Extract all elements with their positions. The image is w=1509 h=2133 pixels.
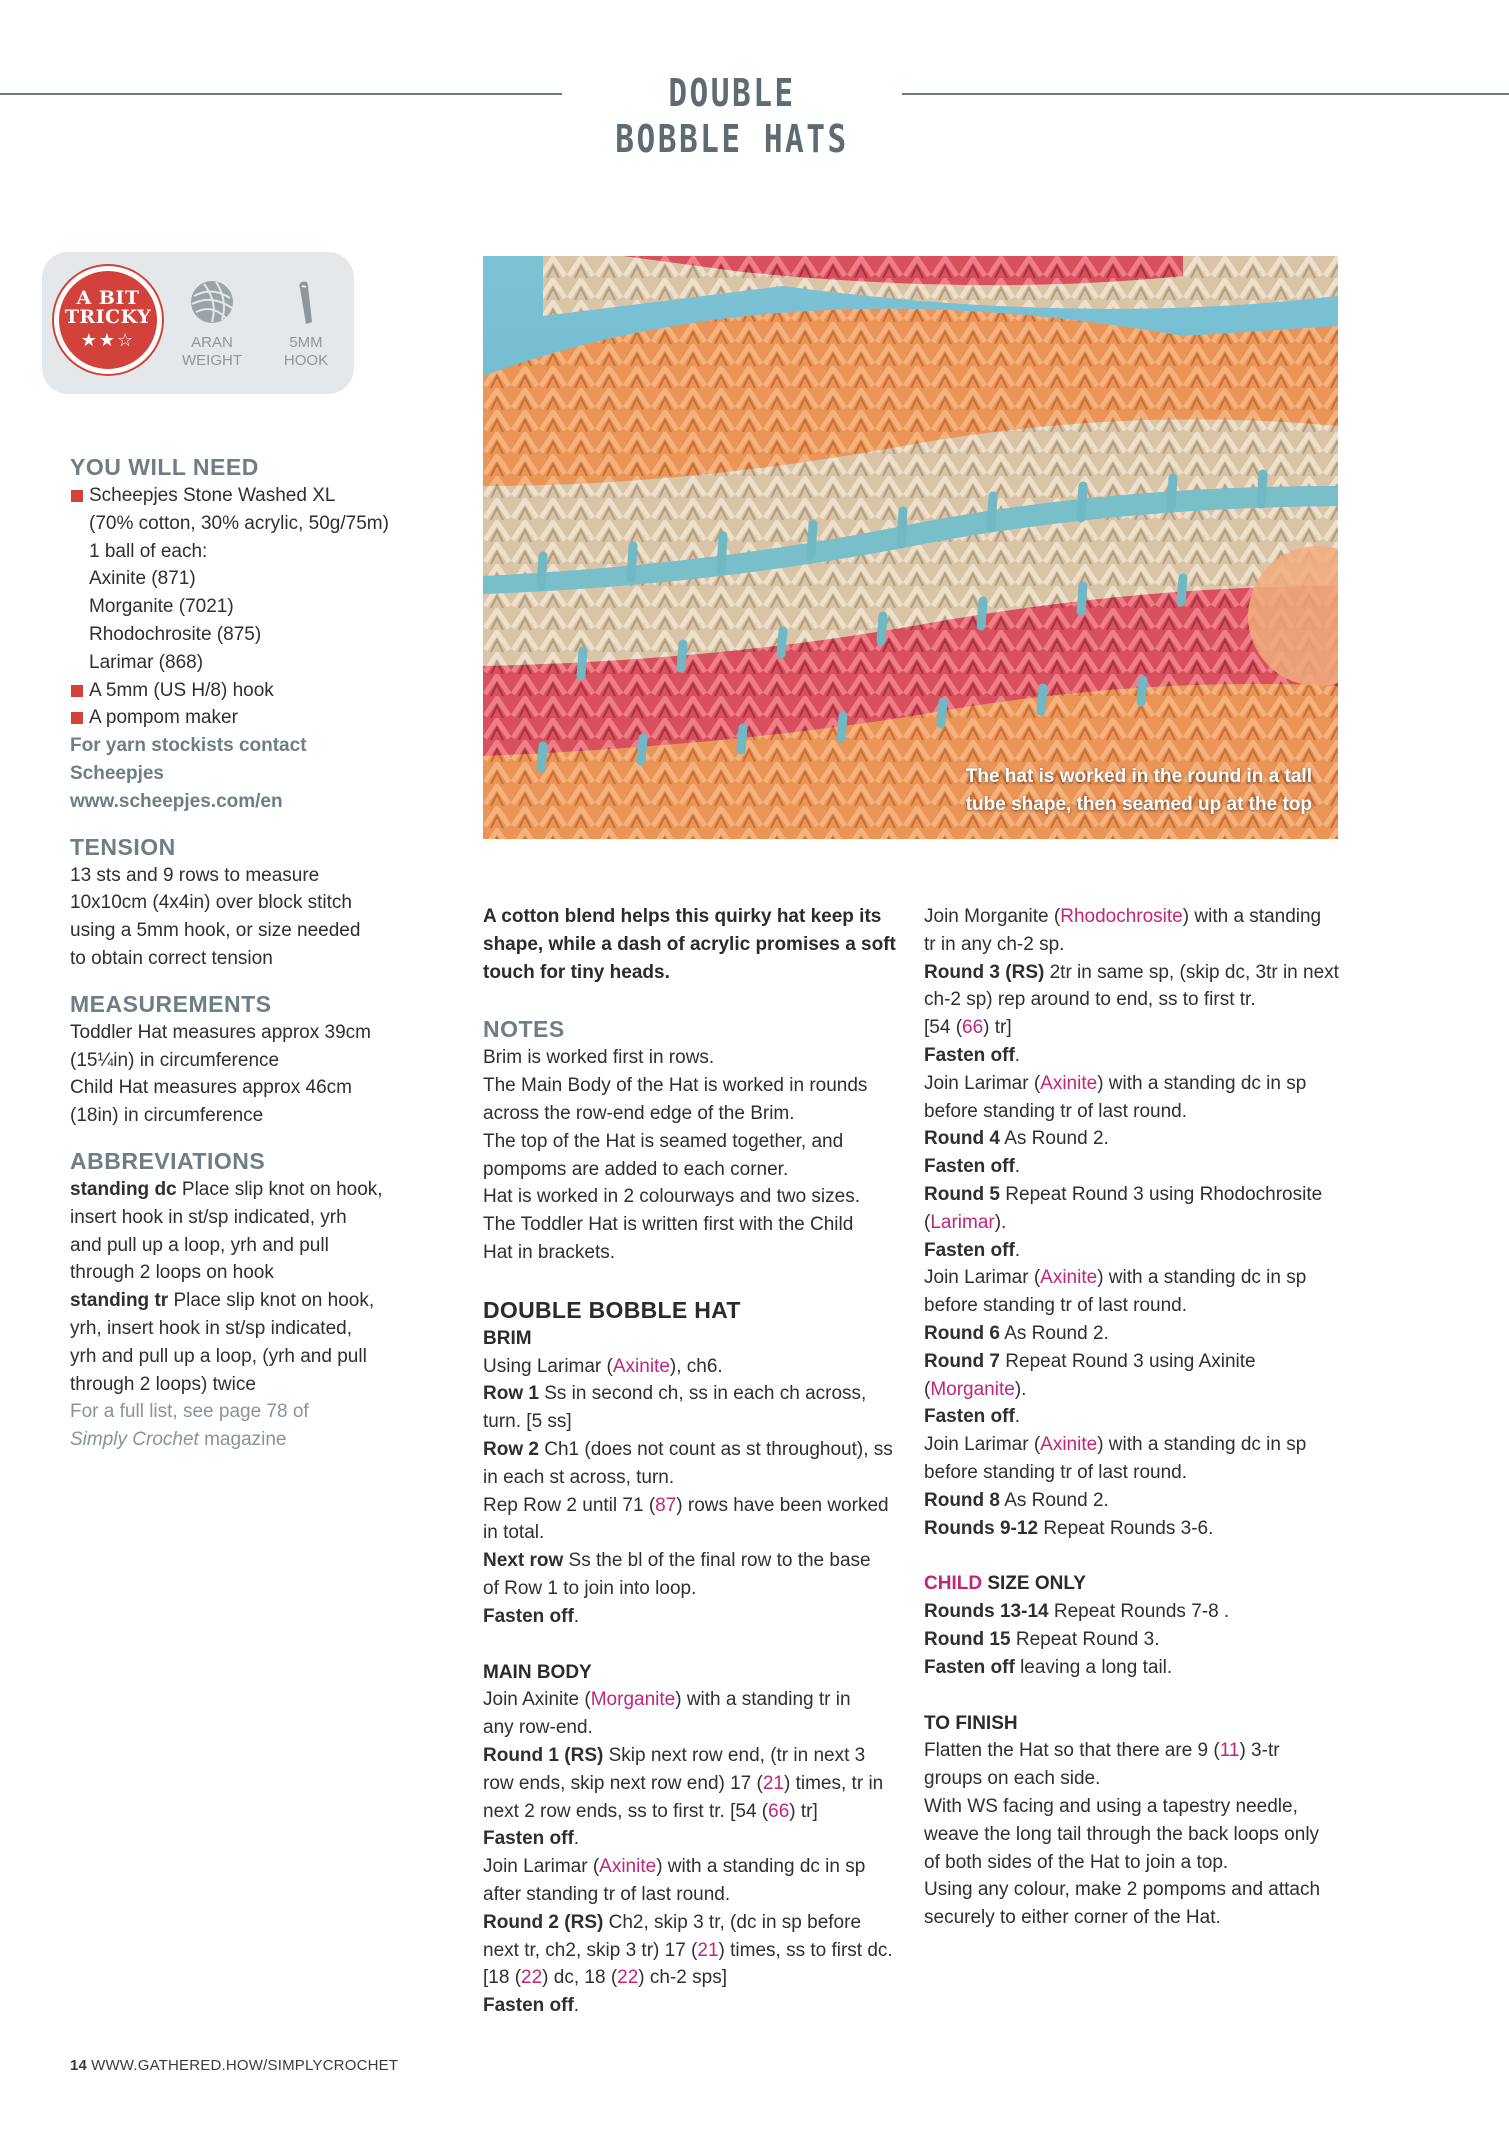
text: (	[924, 1211, 931, 1233]
dot: .	[573, 1995, 580, 2017]
round-label: Round 4	[924, 1128, 1000, 1150]
text: ).	[994, 1211, 1007, 1233]
row1-cont: turn. [5 ss]	[483, 1411, 572, 1433]
finish-line: groups on each side.	[924, 1768, 1101, 1790]
fasten-off	[483, 1603, 903, 1631]
child-colour: Larimar	[930, 1211, 995, 1233]
hook-item: A 5mm (US H/8) hook	[70, 677, 410, 705]
measurement-line: (18in) in circumference	[70, 1105, 264, 1127]
dot: .	[573, 1828, 580, 1850]
text: Repeat Round 3.	[1015, 1628, 1160, 1650]
weight-line2: WEIGHT	[182, 352, 242, 369]
row2	[483, 1436, 903, 1464]
child-word: CHILD	[924, 1573, 983, 1595]
note-line: Brim is worked first in rows.	[483, 1047, 715, 1069]
round3-cont: ch-2 sp) rep around to end, ss to first tr.	[924, 989, 1256, 1011]
child-colour: Rhodochrosite	[1060, 906, 1183, 927]
child-colour: Morganite	[930, 1378, 1015, 1400]
join-larimar-cont: after standing tr of last round.	[483, 1883, 731, 1905]
abbr-term: standing tr	[70, 1290, 169, 1312]
abbr-def-line: yrh, insert hook in st/sp indicated,	[70, 1317, 352, 1339]
text: Join Larimar (	[924, 1267, 1041, 1289]
photo-caption	[932, 763, 1312, 819]
right-column	[924, 903, 1344, 1932]
fasten-label: Fasten off	[924, 1156, 1015, 1178]
text: ).	[1014, 1378, 1027, 1400]
round-label: Round 6	[924, 1322, 1000, 1344]
text: ), ch6.	[669, 1355, 723, 1377]
text: Join Axinite (	[483, 1689, 591, 1711]
child-count: 22	[521, 1967, 543, 1989]
stockists-link[interactable]: www.scheepjes.com/en	[70, 790, 283, 812]
dot: .	[1014, 1406, 1021, 1428]
text: Using Larimar (	[483, 1355, 613, 1377]
round-label: Round 3 (RS)	[924, 961, 1045, 983]
round1-cont	[483, 1770, 903, 1798]
round15	[924, 1626, 1344, 1654]
text: [18 (	[483, 1967, 522, 1989]
fasten-off	[924, 1153, 1344, 1181]
join-larimar-cont: before standing tr of last round.	[924, 1461, 1187, 1483]
round3	[924, 959, 1344, 987]
caption-line2: tube shape, then seamed up at the top	[965, 794, 1312, 815]
hook-line2: HOOK	[283, 352, 329, 369]
child-colour: Axinite	[1040, 1072, 1098, 1094]
abbr-standing-tr	[70, 1287, 410, 1315]
stockists-line2: Scheepjes	[70, 762, 164, 784]
child-colour: Axinite	[599, 1856, 657, 1878]
dot: .	[1014, 1239, 1021, 1261]
fasten-label: Fasten off	[924, 1656, 1015, 1678]
row-label: Row 1	[483, 1383, 539, 1405]
round2-cont	[483, 1937, 903, 1965]
tension-line: using a 5mm hook, or size needed	[70, 920, 361, 942]
note-line: Hat is worked in 2 colourways and two sizes.	[483, 1186, 860, 1208]
abbr-def: Place slip knot on hook,	[181, 1178, 383, 1200]
difficulty-seal	[54, 266, 162, 374]
hat-photo	[483, 256, 1338, 839]
text: ) times, tr in	[784, 1772, 884, 1794]
finish-line	[924, 1737, 1344, 1765]
text: ) with a standing dc in sp	[1097, 1072, 1307, 1094]
row-label: Next row	[483, 1550, 564, 1572]
repeat-cont: in total.	[483, 1522, 545, 1544]
dot: .	[573, 1605, 580, 1627]
difficulty-line1: A BIT	[76, 287, 140, 309]
stockists-line1: For yarn stockists contact	[70, 735, 307, 757]
pattern-info-badge	[42, 252, 354, 394]
text: [54 (	[924, 1017, 963, 1039]
brim-heading: BRIM	[483, 1327, 532, 1349]
fasten-off	[483, 1825, 903, 1853]
magazine-word: magazine	[204, 1429, 287, 1451]
repeat-line	[483, 1492, 903, 1520]
child-count: 21	[762, 1772, 784, 1794]
you-will-need-heading: YOU WILL NEED	[70, 454, 259, 480]
row-label: Row 2	[483, 1438, 539, 1460]
text: Join Larimar (	[483, 1856, 600, 1878]
round5	[924, 1181, 1344, 1209]
fasten-off	[924, 1237, 1344, 1265]
join-larimar	[924, 1264, 1344, 1292]
text: ) tr]	[789, 1800, 818, 1822]
text: (	[924, 1378, 931, 1400]
child-count: 87	[655, 1494, 677, 1516]
yarn-fibre: (70% cotton, 30% acrylic, 50g/75m)	[89, 512, 389, 534]
dot: .	[1014, 1044, 1021, 1066]
text: ) with a standing dc in sp	[1097, 1267, 1307, 1289]
main-body-heading: MAIN BODY	[483, 1661, 592, 1683]
join-larimar	[924, 1070, 1344, 1098]
full-list-note: For a full list, see page 78 of	[70, 1401, 309, 1423]
join-morganite-cont: tr in any ch-2 sp.	[924, 933, 1065, 955]
yarn-quantity: 1 ball of each:	[89, 540, 208, 562]
fasten-label: Fasten off	[924, 1239, 1015, 1261]
size-only: SIZE ONLY	[987, 1573, 1086, 1595]
round-label: Round 7	[924, 1350, 1000, 1372]
hook-size-item	[260, 278, 352, 370]
note-line: Hat in brackets.	[483, 1241, 615, 1263]
intro-line: touch for tiny heads.	[483, 961, 670, 983]
text: ) with a standing tr in	[675, 1689, 851, 1711]
finish-line: Using any colour, make 2 pompoms and attach	[924, 1879, 1321, 1901]
fasten-off	[924, 1042, 1344, 1070]
yarn-ball-icon	[188, 278, 236, 326]
text: Repeat Round 3 using Rhodochrosite	[1005, 1183, 1323, 1205]
text: ) 3-tr	[1239, 1740, 1280, 1762]
finish-line: securely to either corner of the Hat.	[924, 1907, 1221, 1929]
round6	[924, 1320, 1344, 1348]
text: next 2 row ends, ss to first tr. [54 (	[483, 1800, 769, 1822]
abbr-def-line: through 2 loops) twice	[70, 1373, 256, 1395]
note-line: The Toddler Hat is written first with the Child	[483, 1214, 854, 1236]
text: Ss the bl of the final row to the base	[568, 1550, 871, 1572]
fasten-label: Fasten off	[924, 1044, 1015, 1066]
next-row-cont: of Row 1 to join into loop.	[483, 1577, 697, 1599]
finish-line: weave the long tail through the back loops only	[924, 1823, 1320, 1845]
text: row ends, skip next row end) 17 (	[483, 1772, 763, 1794]
round-label: Round 5	[924, 1183, 1000, 1205]
round3-count	[924, 1014, 1344, 1042]
finish-line: of both sides of the Hat to join a top.	[924, 1851, 1229, 1873]
abbr-def-line: yrh and pull up a loop, (yrh and pull	[70, 1345, 367, 1367]
child-count: 21	[697, 1939, 719, 1961]
abbr-def-line: and pull up a loop, yrh and pull	[70, 1234, 329, 1256]
header-rule-right	[902, 93, 1509, 95]
join-larimar	[483, 1853, 903, 1881]
round-label: Round 15	[924, 1628, 1011, 1650]
round4	[924, 1125, 1344, 1153]
fasten-label: Fasten off	[483, 1605, 574, 1627]
sidebar-column	[70, 452, 410, 1454]
join-morganite	[924, 903, 1344, 931]
text: Join Morganite (	[924, 906, 1061, 927]
page-title: DOUBLE BOBBLE HATS	[615, 71, 849, 161]
round1	[483, 1742, 903, 1770]
crochet-hook-icon	[282, 278, 330, 326]
text: ) times, ss to first dc.	[718, 1939, 893, 1961]
intro-line: A cotton blend helps this quirky hat keep its	[483, 906, 882, 927]
round-label: Round 1 (RS)	[483, 1744, 604, 1766]
colour-morganite: Morganite (7021)	[89, 596, 234, 618]
text: 2tr in same sp, (skip dc, 3tr in next	[1049, 961, 1339, 983]
text: Join Larimar (	[924, 1434, 1041, 1456]
fasten-label: Fasten off	[483, 1995, 574, 2017]
note-line: across the row-end edge of the Brim.	[483, 1102, 795, 1124]
child-colour: Morganite	[590, 1689, 676, 1711]
caption-line1: The hat is worked in the round in a tall	[965, 766, 1312, 787]
abbr-def: Place slip knot on hook,	[173, 1290, 375, 1312]
abbr-def-line: insert hook in st/sp indicated, yrh	[70, 1206, 347, 1228]
child-count: 66	[768, 1800, 790, 1822]
join-larimar-cont: before standing tr of last round.	[924, 1100, 1187, 1122]
text: As Round 2.	[1004, 1322, 1109, 1344]
child-colour: Axinite	[612, 1355, 670, 1377]
note-line: The Main Body of the Hat is worked in rounds	[483, 1075, 868, 1097]
text: ) with a standing dc in sp	[1097, 1434, 1307, 1456]
child-count: 22	[617, 1967, 639, 1989]
text: ) with a standing dc in sp	[656, 1856, 866, 1878]
tension-line: to obtain correct tension	[70, 947, 273, 969]
rounds-9-12	[924, 1515, 1344, 1543]
round7-cont	[924, 1376, 1344, 1404]
text: ) tr]	[983, 1017, 1012, 1039]
text: As Round 2.	[1004, 1489, 1109, 1511]
tension-line: 10x10cm (4x4in) over block stitch	[70, 892, 352, 914]
text: As Round 2.	[1004, 1128, 1109, 1150]
yarn-item: Scheepjes Stone Washed XL	[70, 482, 410, 510]
pompom-item: A pompom maker	[70, 704, 410, 732]
header-rule-left	[0, 93, 562, 95]
tension-heading: TENSION	[70, 833, 176, 860]
text: ) ch-2 sps]	[638, 1967, 727, 1989]
fasten-off	[483, 1992, 903, 2020]
text: ) rows have been worked	[676, 1494, 889, 1516]
page-footer	[70, 2057, 398, 2074]
text: ) with a standing	[1182, 906, 1322, 927]
yarn-weight-item	[166, 278, 258, 370]
round-label: Round 2 (RS)	[483, 1911, 604, 1933]
measurement-line: Child Hat measures approx 46cm	[70, 1077, 352, 1099]
tension-line: 13 sts and 9 rows to measure	[70, 864, 320, 886]
join-larimar	[924, 1431, 1344, 1459]
magazine-name: Simply Crochet	[70, 1429, 199, 1451]
note-line: The top of the Hat is seamed together, and	[483, 1130, 844, 1152]
abbr-term: standing dc	[70, 1178, 177, 1200]
rounds-13-14	[924, 1598, 1344, 1626]
text: Repeat Rounds 3-6.	[1043, 1517, 1214, 1539]
middle-column	[483, 903, 903, 2020]
child-count: 66	[962, 1017, 984, 1039]
crochet-hat-illustration	[483, 256, 1338, 839]
text: Ch2, skip 3 tr, (dc in sp before	[608, 1911, 862, 1933]
round8	[924, 1487, 1344, 1515]
round-label: Rounds 9-12	[924, 1517, 1039, 1539]
round5-cont	[924, 1209, 1344, 1237]
child-size-heading	[924, 1570, 1344, 1598]
note-line: pompoms are added to each corner.	[483, 1158, 789, 1180]
round7	[924, 1348, 1344, 1376]
intro-line: shape, while a dash of acrylic promises a soft	[483, 933, 896, 955]
finish-line: With WS facing and using a tapestry needle,	[924, 1795, 1298, 1817]
footer-url[interactable]: WWW.GATHERED.HOW/SIMPLYCROCHET	[91, 2057, 399, 2074]
row2-cont: in each st across, turn.	[483, 1466, 675, 1488]
next-row	[483, 1547, 903, 1575]
row1	[483, 1380, 903, 1408]
fasten-off-tail	[924, 1654, 1344, 1682]
text: leaving a long tail.	[1020, 1656, 1173, 1678]
text: Repeat Round 3 using Axinite	[1005, 1350, 1256, 1372]
join-larimar-cont: before standing tr of last round.	[924, 1295, 1187, 1317]
text: next tr, ch2, skip 3 tr) 17 (	[483, 1939, 698, 1961]
measurement-line: (15¼in) in circumference	[70, 1049, 280, 1071]
full-list-note-2	[70, 1426, 410, 1454]
abbr-def-line: through 2 loops on hook	[70, 1262, 274, 1284]
to-finish-heading: TO FINISH	[924, 1712, 1018, 1734]
abbr-standing-dc	[70, 1176, 410, 1204]
difficulty-stars: ★★☆	[80, 330, 136, 350]
weight-line1: ARAN	[191, 334, 233, 351]
page-number: 14	[70, 2057, 88, 2074]
text: Skip next row end, (tr in next 3	[608, 1744, 866, 1766]
colour-rhodochrosite: Rhodochrosite (875)	[89, 623, 262, 645]
dot: .	[1014, 1156, 1021, 1178]
round2-cont2	[483, 1964, 903, 1992]
fasten-label: Fasten off	[924, 1406, 1015, 1428]
child-colour: Axinite	[1040, 1434, 1098, 1456]
text: Ch1 (does not count as st throughout), ss	[544, 1438, 893, 1460]
colour-axinite: Axinite (871)	[89, 568, 196, 590]
difficulty-line2: TRICKY	[64, 306, 152, 328]
child-count: 11	[1219, 1740, 1240, 1762]
text: Join Larimar (	[924, 1072, 1041, 1094]
fasten-off	[924, 1403, 1344, 1431]
join-axinite	[483, 1686, 903, 1714]
abbreviations-heading: ABBREVIATIONS	[70, 1147, 266, 1174]
round-label: Round 8	[924, 1489, 1000, 1511]
hook-line1: 5MM	[289, 334, 323, 351]
round1-cont2	[483, 1798, 903, 1826]
pattern-heading: DOUBLE BOBBLE HAT	[483, 1296, 741, 1323]
text: Repeat Rounds 7-8 .	[1053, 1601, 1230, 1623]
measurements-heading: MEASUREMENTS	[70, 990, 272, 1017]
text: Flatten the Hat so that there are 9 (	[924, 1740, 1220, 1762]
text: Ss in second ch, ss in each ch across,	[544, 1383, 867, 1405]
text: Rep Row 2 until 71 (	[483, 1494, 656, 1516]
colour-larimar: Larimar (868)	[89, 651, 204, 673]
notes-heading: NOTES	[483, 1016, 565, 1043]
text: ) dc, 18 (	[542, 1967, 618, 1989]
brim-using	[483, 1353, 903, 1381]
measurement-line: Toddler Hat measures approx 39cm	[70, 1021, 371, 1043]
child-colour: Axinite	[1040, 1267, 1098, 1289]
fasten-label: Fasten off	[483, 1828, 574, 1850]
join-axinite-cont: any row-end.	[483, 1717, 593, 1739]
round2	[483, 1909, 903, 1937]
round-label: Rounds 13-14	[924, 1601, 1049, 1623]
